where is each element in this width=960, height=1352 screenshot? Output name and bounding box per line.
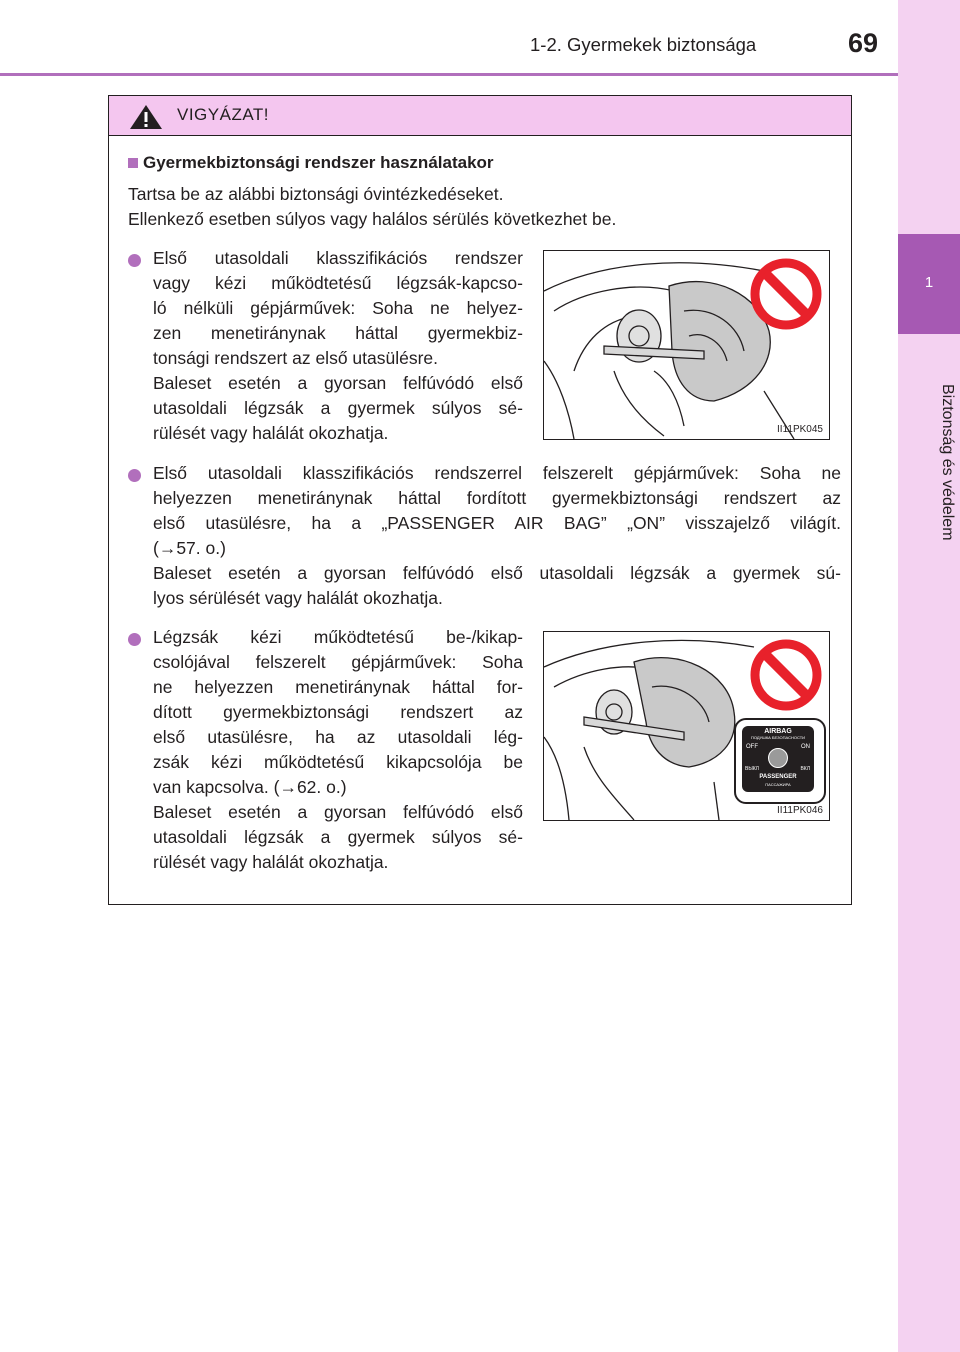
bullet-3-icon [128, 633, 141, 646]
figure-2 [543, 631, 830, 821]
section-heading: Gyermekbiztonsági rendszer használatakor [143, 153, 494, 172]
switch-on-ru-label: ВКЛ [800, 766, 810, 772]
caution-header [109, 96, 851, 136]
switch-passenger-ru-label: ПАССАЖИРА [765, 782, 791, 787]
warning-icon [129, 104, 163, 130]
section-square-icon [128, 158, 138, 168]
intro-text: Tartsa be az alábbi biztonsági óvintézkedéseket. Ellenkező esetben súlyos vagy halálos sérülés következhet be. [128, 184, 617, 229]
switch-key-icon [768, 748, 788, 768]
figure-1 [543, 250, 830, 440]
chapter-number: 1 [924, 274, 934, 291]
prohibition-icon [749, 257, 823, 331]
airbag-switch-panel [742, 726, 814, 792]
header-rule [0, 73, 898, 76]
figure-2-code: II11PK046 [777, 805, 823, 816]
bullet-3-text: Légzsák kézi működtetésű be-/kikap- csolójával felszerelt gépjárművek: Soha ne helyezzen menetiránynak háttal for- dított gyermekbiztonsági rendszert az első utasülésre, ha az utasoldali lég- zsák kézi működtetésű kikapcsolója be van kapcsolva. (→62. o.) Baleset esetén a gyorsan felfúvódó első utasoldali légzsák a gyermek súlyos sé- rülését vagy halálát okozhatja. [153, 627, 523, 872]
chapter-sidebar [898, 0, 960, 1352]
page-number: 69 [848, 28, 879, 58]
switch-off-label: OFF [746, 744, 758, 750]
bullet-2-text: Első utasoldali klasszifikációs rendszerrel felszerelt gépjárművek: Soha ne helyezzen menetiránynak háttal fordított gyermekbiztonsági rendszert az első utasülésre, ha a „PASSENGER AIR BAG” „ON” visszajelző világít. (→57. o.) Baleset esetén a gyorsan felfúvódó első utasoldali légzsák a gyermek sú- lyos sérülését vagy halálát okozhatja. [153, 463, 841, 608]
switch-off-ru-label: ВЫКЛ [745, 766, 759, 772]
header-section-title: 1-2. Gyermekek biztonsága [530, 34, 757, 55]
bullet-1-icon [128, 254, 141, 267]
prohibition-icon [749, 638, 823, 712]
switch-passenger-label: PASSENGER [759, 774, 797, 780]
switch-title: AIRBAG [764, 728, 792, 735]
chapter-title: Biztonság és védelem [939, 383, 956, 541]
switch-subtitle: ПОДУШКА БЕЗОПАСНОСТИ [750, 735, 806, 740]
bullet-1-text: Első utasoldali klasszifikációs rendszer vagy kézi működtetésű légzsák-kapcso- ló nélküli gépjárművek: Soha ne helyez- zen menetiránynak háttal gyermekbiz- tonsági rendszert az első utasülésre. Baleset esetén a gyorsan felfúvódó első utasoldali légzsák a gyermek súlyos sé- rülését vagy halálát okozhatja. [153, 248, 523, 443]
bullet-2-icon [128, 469, 141, 482]
figure-1-code: II11PK045 [777, 424, 823, 435]
airbag-switch-inset [734, 718, 826, 804]
switch-on-label: ON [801, 744, 810, 750]
caution-title: VIGYÁZAT! [177, 105, 270, 124]
caution-box [108, 95, 852, 905]
